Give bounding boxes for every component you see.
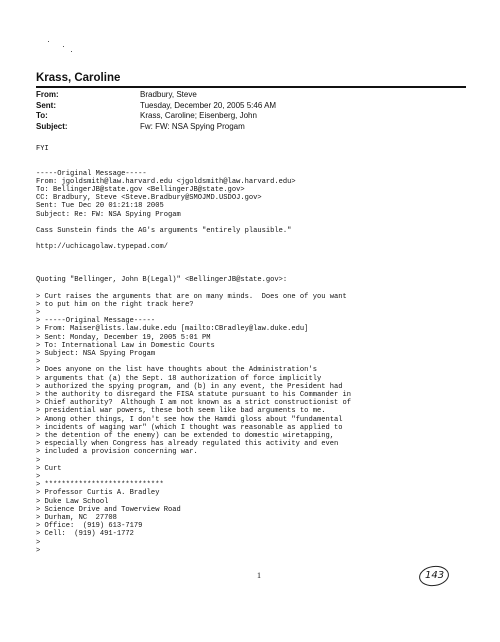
body-line: > Curt	[36, 464, 62, 473]
from-label: From:	[36, 90, 59, 99]
body-line	[36, 219, 476, 227]
body-line: > Cell: (919) 491-1772	[36, 530, 134, 539]
body-line	[36, 161, 476, 169]
body-line: > presidential war powers, these both seem like bad arguments to me.	[36, 407, 326, 416]
body-line: > included a provision concerning war.	[36, 448, 198, 457]
to-row	[36, 111, 276, 122]
body-line: > especially when Congress has already regulated this activity and even	[36, 440, 339, 449]
body-line: > To: International Law in Domestic Courts	[36, 341, 215, 350]
body-line: FYI	[36, 145, 49, 153]
body-line: > Does anyone on the list have thoughts about the Administration's	[36, 366, 317, 375]
from-row	[36, 90, 276, 101]
body-line: >	[36, 473, 41, 481]
body-line: Sent: Tue Dec 20 01:21:18 2005	[36, 202, 164, 211]
scan-speck: ·	[62, 41, 65, 51]
subject-value: Fw: FW: NSA Spying Progam	[140, 121, 245, 131]
sent-value: Tuesday, December 20, 2005 5:46 AM	[140, 100, 277, 110]
body-line: > authorized the spying program, and (b) in any event, the President had	[36, 382, 343, 391]
body-line: > Duke Law School	[36, 497, 109, 506]
body-line	[36, 260, 476, 268]
body-line: From: jgoldsmith@law.harvard.edu <jgoldsmith@law.harvard.edu>	[36, 177, 296, 186]
body-line: > incidents of waging war" (which I thought was reasonable as applied to	[36, 423, 343, 432]
body-line: > the authority to disregard the FISA statute pursuant to his Commander in	[36, 390, 352, 399]
body-line: CC: Bradbury, Steve <Steve.Bradbury@SMOJMD.USDOJ.gov>	[36, 194, 262, 203]
email-header-fields	[36, 90, 276, 132]
email-body	[36, 145, 476, 555]
header-divider	[36, 86, 466, 88]
body-line: >	[36, 538, 41, 547]
body-line: > Curt raises the arguments that are on many minds. Does one of you want	[36, 292, 347, 301]
body-line: > From: Maiser@lists.law.duke.edu [mailto:CBradley@law.duke.edu]	[36, 325, 309, 334]
subject-label: Subject:	[36, 121, 68, 131]
body-line: > Among other things, I don't see how the Hamdi gloss about "fundamental	[36, 415, 343, 424]
body-line: Quoting "Bellinger, John B(Legal)" <BellingerJB@state.gov>:	[36, 276, 288, 285]
body-line: > Sent: Monday, December 19, 2005 5:01 PM	[36, 333, 211, 342]
body-line: >	[36, 308, 41, 317]
sent-label: Sent:	[36, 100, 56, 110]
body-line: > to put him on the right track here?	[36, 300, 194, 309]
body-line: >	[36, 456, 41, 465]
scan-speck: ·	[70, 46, 73, 56]
body-line: >	[36, 546, 41, 555]
body-line: Subject: Re: FW: NSA Spying Progam	[36, 210, 181, 219]
to-label: To:	[36, 111, 48, 120]
body-line: http://uchicagolaw.typepad.com/	[36, 243, 168, 252]
handwritten-page-stamp: 143	[425, 570, 445, 581]
mailbox-owner-name: Krass, Caroline	[36, 72, 121, 84]
body-line: > the detention of the enemy) can be extended to domestic wiretapping,	[36, 431, 334, 440]
page-number: 1	[257, 571, 261, 580]
body-line: > -----Original Message-----	[36, 317, 156, 326]
scan-speck: ·	[47, 36, 50, 46]
body-line: > ****************************	[36, 481, 164, 490]
body-line: > Office: (919) 613-7179	[36, 522, 143, 531]
body-line: > Science Drive and Towerview Road	[36, 505, 181, 514]
body-line	[36, 268, 476, 276]
body-line: > Chief authority? Although I am not known as a strict constructionist of	[36, 399, 352, 408]
body-line	[36, 252, 476, 260]
body-line: To: BellingerJB@state.gov <BellingerJB@state.gov>	[36, 185, 245, 194]
body-line	[36, 153, 476, 161]
from-value: Bradbury, Steve	[140, 90, 197, 99]
body-line: Cass Sunstein finds the AG's arguments "entirely plausible."	[36, 226, 292, 235]
body-line: >	[36, 358, 41, 367]
body-line: > Durham, NC 27708	[36, 514, 117, 523]
body-line: > Subject: NSA Spying Progam	[36, 349, 156, 358]
body-line	[36, 235, 476, 243]
sent-row	[36, 101, 276, 112]
body-line	[36, 284, 476, 292]
body-line: > Professor Curtis A. Bradley	[36, 489, 160, 498]
to-value: Krass, Caroline; Eisenberg, John	[140, 111, 257, 120]
subject-row	[36, 122, 276, 133]
body-line: -----Original Message-----	[36, 169, 147, 178]
body-line: > arguments that (a) the Sept. 18 authorization of force implicitly	[36, 374, 322, 383]
